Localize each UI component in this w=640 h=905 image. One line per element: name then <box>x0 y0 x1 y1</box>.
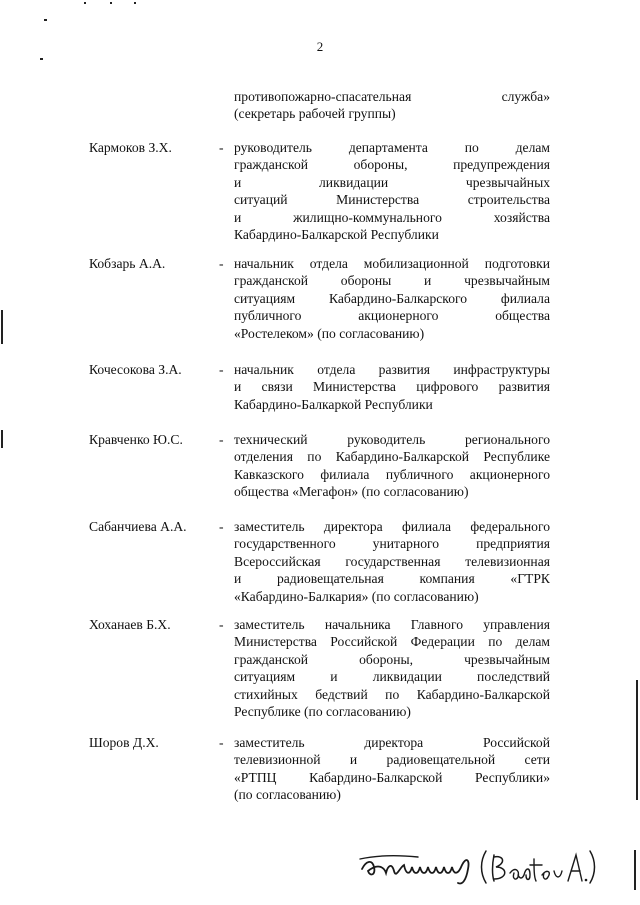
member-name: Сабанчиева А.А. <box>89 519 187 534</box>
member-description <box>234 518 550 605</box>
description-line: «Кабардино-Балкария» (по согласованию) <box>234 588 479 604</box>
description-line: (по согласованию) <box>234 787 341 803</box>
member-name: Хоханаев Б.Х. <box>89 617 171 632</box>
member-description <box>234 431 550 501</box>
description-line: публичного акционерного общества <box>234 308 550 324</box>
description-line: ситуациям Кабардино-Балкарского филиала <box>234 290 550 306</box>
dash-separator: - <box>219 362 224 377</box>
description-line: заместитель начальника Главного управления <box>234 617 550 632</box>
description-line: гражданской обороны и чрезвычайным <box>234 273 550 289</box>
description-line: и жилищно-коммунального хозяйства <box>234 209 550 225</box>
description-line: «Ростелеком» (по согласованию) <box>234 325 425 341</box>
dash-separator: - <box>219 432 224 447</box>
description-line: начальник отдела развития инфраструктуры <box>234 362 550 377</box>
description-line: Кабардино-Балкаркой Республики <box>234 396 433 412</box>
description-line: гражданской обороны, чрезвычайным <box>234 651 550 667</box>
scan-artifact <box>1 430 3 448</box>
dash-separator: - <box>219 519 224 534</box>
description-line: ситуациям и ликвидации последствий <box>234 669 550 685</box>
member-description <box>234 734 550 804</box>
description-line: отделения по Кабардино-Балкарской Республике <box>234 449 550 465</box>
scan-artifact <box>40 58 43 60</box>
member-name: Кармоков З.Х. <box>89 140 172 155</box>
description-line: заместитель директора филиала федерального <box>234 519 550 534</box>
scan-artifact <box>636 680 638 800</box>
scan-artifact <box>84 2 86 4</box>
scan-artifact <box>134 2 136 4</box>
scan-artifact <box>44 19 47 21</box>
description-line: общества «Мегафон» (по согласованию) <box>234 484 469 500</box>
description-line: начальник отдела мобилизационной подготовки <box>234 256 550 271</box>
page-number: 2 <box>316 39 324 54</box>
member-description <box>234 616 550 720</box>
dash-separator: - <box>219 256 224 271</box>
handwritten-signature <box>358 845 598 887</box>
dash-separator: - <box>219 617 224 632</box>
description-line: государственного унитарного предприятия <box>234 536 550 552</box>
description-line: технический руководитель регионального <box>234 432 550 447</box>
dash-separator: - <box>219 140 224 155</box>
description-line: Кабардино-Балкарской Республики <box>234 227 439 243</box>
description-line: Всероссийская государственная телевизионная <box>234 553 550 569</box>
member-name: Кравченко Ю.С. <box>89 432 183 447</box>
description-line: «РТПЦ Кабардино-Балкарской Республики» <box>234 769 550 785</box>
member-name: Кочесокова З.А. <box>89 362 182 377</box>
description-line: Кавказского филиала публичного акционерного <box>234 466 550 482</box>
description-line: заместитель директора Российской <box>234 735 550 750</box>
scan-artifact <box>634 850 636 890</box>
scan-artifact <box>1 310 3 344</box>
member-description <box>234 139 550 243</box>
member-name: Шоров Д.Х. <box>89 735 159 750</box>
description-line: и связи Министерства цифрового развития <box>234 379 550 395</box>
description-line: телевизионной и радиовещательной сети <box>234 752 550 768</box>
member-name: Кобзарь А.А. <box>89 256 166 271</box>
description-line: ситуаций Министерства строительства <box>234 192 550 208</box>
member-description <box>234 255 550 342</box>
continuation-line: противопожарно-спасательная служба» <box>234 89 550 104</box>
dash-separator: - <box>219 735 224 750</box>
description-line: и ликвидации чрезвычайных <box>234 174 550 190</box>
description-line: руководитель департамента по делам <box>234 140 550 155</box>
continuation-line: (секретарь рабочей группы) <box>234 106 396 122</box>
description-line: и радиовещательная компания «ГТРК <box>234 571 550 587</box>
description-line: гражданской обороны, предупреждения <box>234 157 550 173</box>
member-description <box>234 361 550 413</box>
scan-artifact <box>110 2 112 4</box>
description-line: Министерства Российской Федерации по делам <box>234 634 550 650</box>
continuation-text <box>234 88 550 123</box>
description-line: Республике (по согласованию) <box>234 704 411 720</box>
description-line: стихийных бедствий по Кабардино-Балкарской <box>234 686 550 702</box>
